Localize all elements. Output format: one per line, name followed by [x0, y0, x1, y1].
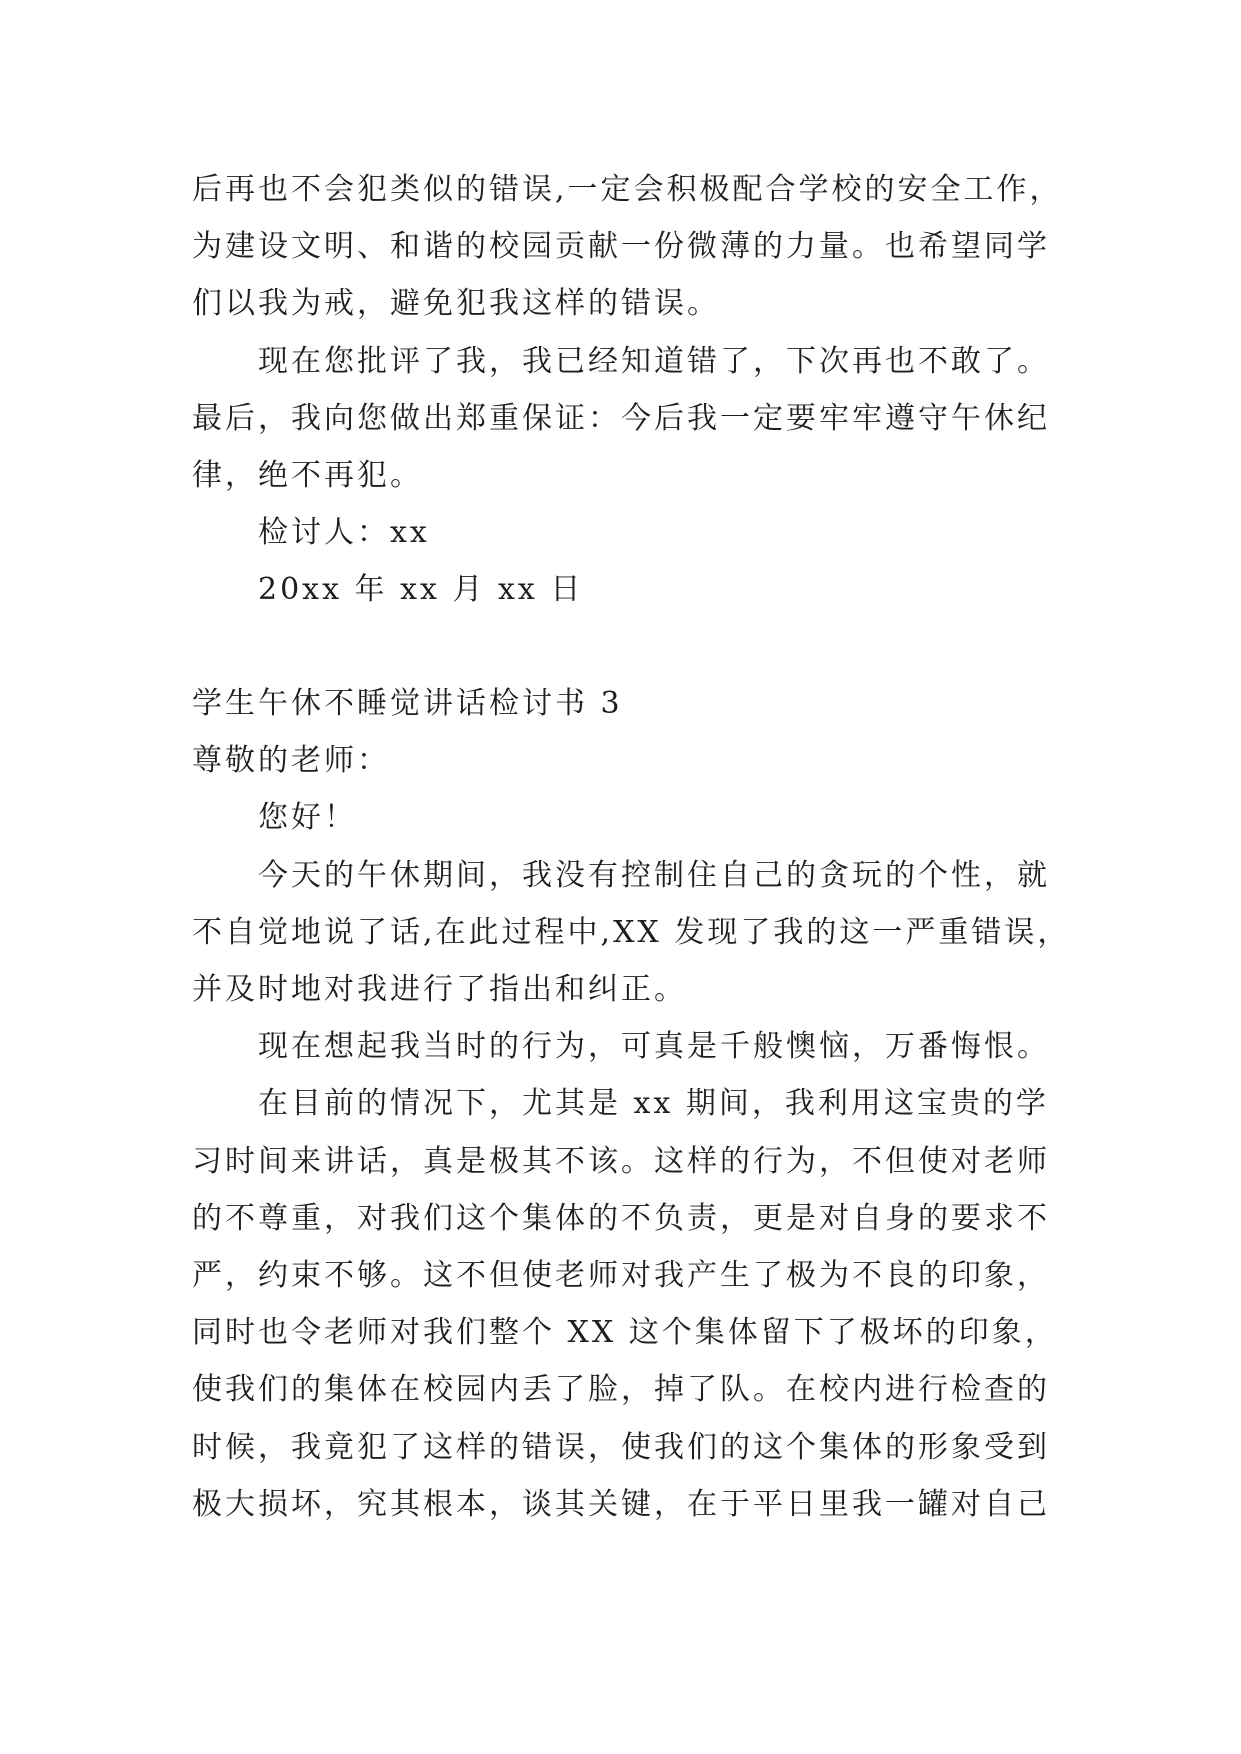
text-line-12: 今天的午休期间，我没有控制住自己的贪玩的个性，就 [258, 858, 1050, 893]
text-line-4: 现在您批评了我，我已经知道错了，下次再也不敢了。 [258, 344, 1050, 379]
text-line-16: 在目前的情况下，尤其是 xx 期间，我利用这宝贵的学 [258, 1086, 1049, 1121]
text-line-2: 为建设文明、和谐的校园贡献一份微薄的力量。也希望同学 [192, 229, 1050, 264]
text-line-22: 时候，我竟犯了这样的错误，使我们的这个集体的形象受到 [192, 1430, 1050, 1465]
text-line-20: 同时也令老师对我们整个 XX 这个集体留下了极坏的印象， [192, 1315, 1058, 1350]
text-line-21: 使我们的集体在校园内丢了脸，掉了队。在校内进行检查的 [192, 1372, 1050, 1407]
text-line-18: 的不尊重，对我们这个集体的不负责，更是对自身的要求不 [192, 1201, 1050, 1236]
text-line-23: 极大损坏，究其根本，谈其关键，在于平日里我一罐对自己 [192, 1487, 1050, 1522]
text-line-19: 严，约束不够。这不但使老师对我产生了极为不良的印象， [192, 1258, 1050, 1293]
text-line-1: 后再也不会犯类似的错误,一定会积极配合学校的安全工作， [192, 172, 1063, 207]
text-line-3: 们以我为戒，避免犯我这样的错误。 [192, 286, 720, 321]
text-line-13: 不自觉地说了话,在此过程中,XX 发现了我的这一严重错误， [192, 915, 1071, 950]
salutation: 尊敬的老师： [192, 743, 390, 778]
section-title: 学生午休不睡觉讲话检讨书 3 [192, 686, 623, 721]
date-line: 20xx 年 xx 月 xx 日 [258, 572, 584, 607]
text-line-14: 并及时地对我进行了指出和纠正。 [192, 972, 687, 1007]
greeting: 您好！ [258, 800, 357, 835]
signature-line: 检讨人：xx [258, 515, 430, 550]
text-line-17: 习时间来讲话，真是极其不该。这样的行为，不但使对老师 [192, 1144, 1050, 1179]
text-line-5: 最后，我向您做出郑重保证：今后我一定要牢牢遵守午休纪 [192, 401, 1050, 436]
text-line-15: 现在想起我当时的行为，可真是千般懊恼，万番悔恨。 [258, 1029, 1050, 1064]
text-line-6: 律，绝不再犯。 [192, 458, 423, 493]
